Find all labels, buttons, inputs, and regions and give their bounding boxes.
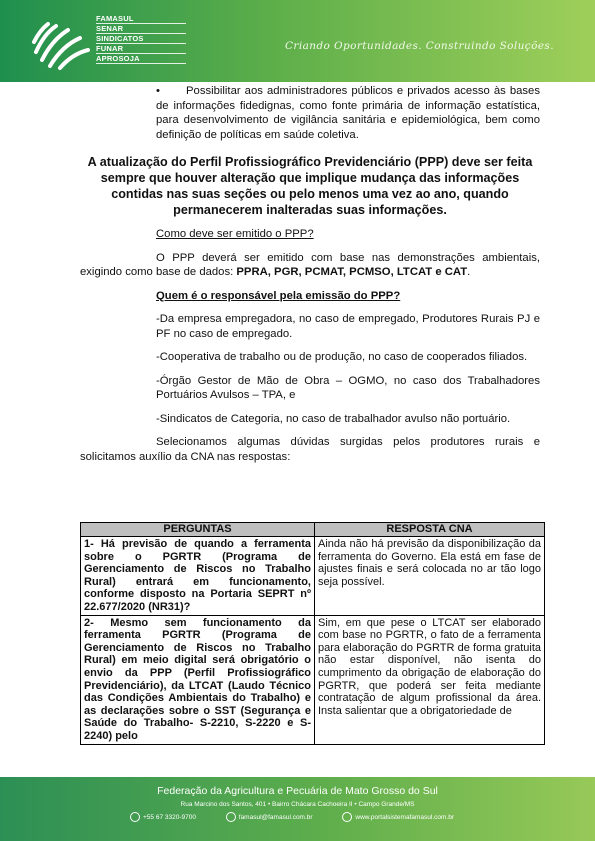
logo-line: FUNAR [96,44,186,54]
logo-line: SINDICATOS [96,34,186,44]
section-heading-responsible: Quem é o responsável pela emissão do PPP? [156,289,401,302]
responsible-item: -Sindicatos de Categoria, no caso de trabalhador avulso não portuário. [156,412,511,425]
qa-table [80,522,545,745]
section-heading-emission: Como deve ser emitido o PPP? [156,228,314,240]
logo-line: APROSOJA [96,54,186,64]
footer-address: Rua Marcino dos Santos, 401 • Bairro Chácara Cachoeira II • Campo Grande/MS [180,801,415,808]
footer-site-group [342,814,468,821]
page-footer [0,777,595,841]
footer-email-group [226,814,327,821]
answer-cell: Ainda não há previsão da disponibilização da ferramenta do Governo. Ela está em fase de ajustes finais e será colocada no ar tão logo seja possível. [315,537,545,616]
footer-site[interactable]: www.portalsistemafamasul.com.br [355,813,454,821]
footer-phone: +55 67 3320-9700 [143,813,196,821]
table-row [81,537,545,616]
bullet-marker: • [156,85,160,97]
footer-email[interactable]: famasul@famasul.com.br [238,813,313,821]
table-header-row [81,523,545,537]
logo-line: SENAR [96,24,186,34]
column-header-answers: RESPOSTA CNA [315,523,545,537]
footer-phone-group [130,814,210,821]
emission-documents: PPRA, PGR, PCMAT, PCMSO, LTCAT e CAT [236,266,468,278]
table-row [81,615,545,744]
responsible-item: -Da empresa empregadora, no caso de empregado, Produtores Rurais PJ e PF no caso de empregado. [156,313,540,340]
bullet-paragraph [80,84,540,142]
column-header-questions: PERGUNTAS [81,523,315,537]
question-cell: 2- Mesmo sem funcionamento da ferramenta PGRTR (Programa de Gerenciamento de Riscos no Trabalho Rural) em meio digital será obrigatório o envio da PPP (Perfil Profissiográfico Previdenciário), da LTCAT (Laudo Técnico das Condições Ambientais do Trabalho) e as declarações sobre o SST (Segurança e Saúde do Trabalho- S-2210, S-2220 e S-2240) pelo [81,615,315,744]
emission-paragraph [80,251,540,280]
document-body [80,84,540,464]
footer-organization: Federação da Agricultura e Pecuária de Mato Grosso do Sul [157,785,438,797]
responsible-item: -Cooperativa de trabalho ou de produção, no caso de cooperados filiados. [156,351,528,363]
intro-paragraph: Selecionamos algumas dúvidas surgidas pelos produtores rurais e solicitamos auxílio da CNA nas respostas: [80,436,540,463]
logo-wordmark [96,14,186,64]
answer-cell: Sim, em que pese o LTCAT ser elaborado com base no PGRTR, o fato de a ferramenta para elaboração do PGRTR de forma gratuita não estar disponível, não isenta do cumprimento da obrigação de elaboração do PGRTR, que poderá ser feita mediante contratação de algum profissional da área. Insta salientar que a obrigatoriedade de [315,615,545,744]
email-icon [226,812,236,822]
emission-end: . [467,266,471,278]
page-header [0,0,595,82]
bullet-text: Possibilitar aos administradores públicos e privados acesso às bases de informações fidedignas, como fonte primária de informação estatística, para desenvolvimento de vigilância sanitária e epidemiológica, bem como definição de políticas em saúde coletiva. [156,85,540,141]
footer-contacts [130,812,482,822]
phone-icon [130,812,140,822]
emission-text: O PPP deverá ser emitido com base nas demonstrações ambientais, exigindo como base de dados: [80,251,540,278]
logo-line: FAMASUL [96,14,186,24]
highlight-statement: A atualização do Perfil Profissiográfico Previdenciário (PPP) deve ser feita sempre que houver alteração que implique mudança das informações contidas nas suas seções ou pelo menos uma vez ao ano, quando permanecerem inalteradas suas informações. [87,155,533,217]
question-cell: 1- Há previsão de quando a ferramenta sobre o PGRTR (Programa de Gerenciamento de Riscos no Trabalho Rural) entrará em funcionamento, conforme disposto na Portaria SEPRT nº 22.677/2020 (NR31)? [81,537,315,616]
famasul-logo-icon [30,12,92,72]
header-slogan: Criando Oportunidades. Construindo Soluções. [285,40,554,52]
globe-icon [342,812,352,822]
responsible-item: -Órgão Gestor de Mão de Obra – OGMO, no caso dos Trabalhadores Portuários Avulsos – TPA, e [156,374,540,401]
